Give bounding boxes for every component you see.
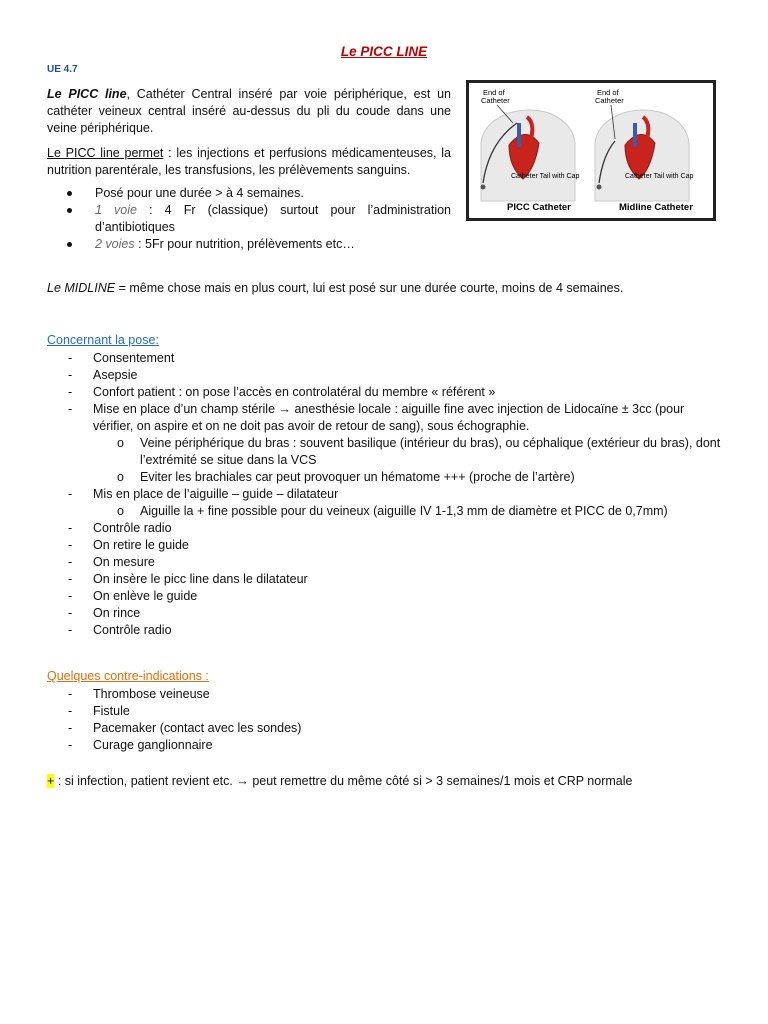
right-end-label: End of (597, 88, 619, 97)
list-item-text: Mis en place de l’aiguille – guide – dilatateur (93, 487, 339, 501)
catheter-diagram (469, 83, 713, 218)
midline-text: = même chose mais en plus court, lui est posé sur une durée courte, moins de 4 semaines. (115, 281, 624, 295)
contra-heading: Quelques contre-indications : (47, 669, 209, 683)
list-item-text: On enlève le guide (93, 589, 198, 603)
picc-definition (47, 86, 451, 137)
list-item-text: Asepsie (93, 368, 138, 382)
list-item-text: Contrôle radio (93, 521, 172, 535)
bullet-lead: 2 voies (95, 237, 135, 251)
dash-bullet-icon: - (68, 589, 73, 603)
picc-uses (47, 145, 451, 179)
list-item (47, 520, 727, 537)
picc-definition-text: , Cathéter Central inséré par voie périphérique, est un cathéter veineux central inséré au-dessus du pli du coude dans une veine périphérique. (47, 87, 451, 135)
list-item (47, 185, 451, 202)
list-item (47, 367, 727, 384)
list-item (47, 202, 451, 236)
list-item (47, 605, 727, 622)
dash-bullet-icon: - (68, 402, 73, 416)
list-item-text: Aiguille la + fine possible pour du veineux (aiguille IV 1-1,3 mm de diamètre et PICC de 0,7mm) (140, 504, 668, 518)
circle-bullet-icon: o (117, 504, 124, 518)
list-item-text: Thrombose veineuse (93, 687, 210, 701)
list-item-text: Mise en place d’un champ stérile → anesthésie locale : aiguille fine avec injection de Lidocaïne ± 3cc (pour vérifier, on aspire et on ne doit pas avoir de retour de sang), sous échographie. (93, 402, 685, 433)
bullet-text: : 5Fr pour nutrition, prélèvements etc… (134, 237, 355, 251)
circle-bullet-icon: o (117, 470, 124, 484)
right-caption: Midline Catheter (619, 202, 693, 213)
dash-bullet-icon: - (68, 351, 73, 365)
list-item (47, 486, 727, 503)
left-caption: PICC Catheter (507, 202, 571, 213)
pose-list (47, 350, 727, 639)
list-item (47, 571, 727, 588)
list-item (47, 537, 727, 554)
final-note (47, 773, 747, 790)
list-item (47, 686, 727, 703)
list-item-text: On rince (93, 606, 141, 620)
midline-term: Le MIDLINE (47, 281, 116, 295)
catheter-illustration (466, 80, 716, 221)
midline-torso (595, 110, 689, 201)
circle-bullet-icon: o (117, 436, 124, 450)
picc-uses-term: Le PICC line permet (47, 146, 164, 160)
list-item (47, 554, 727, 571)
picc-bullet-list (47, 185, 451, 253)
pose-heading: Concernant la pose: (47, 333, 159, 347)
dash-bullet-icon: - (68, 606, 73, 620)
list-item (47, 401, 727, 435)
bullet-lead: 1 voie (95, 203, 137, 217)
list-item-text: On mesure (93, 555, 155, 569)
dash-bullet-icon: - (68, 721, 73, 735)
sub-list-item (47, 435, 727, 469)
list-item (47, 720, 727, 737)
dash-bullet-icon: - (68, 555, 73, 569)
dash-bullet-icon: - (68, 521, 73, 535)
dash-bullet-icon: - (68, 487, 73, 501)
page-title: Le PICC LINE (340, 44, 428, 59)
bullet-icon (67, 208, 72, 213)
sub-list-item (47, 503, 727, 520)
list-item-text: Consentement (93, 351, 175, 365)
bullet-icon (67, 191, 72, 196)
picc-term: Le PICC line (47, 87, 127, 101)
left-tail-label: Catheter Tail with Cap (511, 173, 580, 180)
list-item-text: Contrôle radio (93, 623, 172, 637)
list-item (47, 622, 727, 639)
dash-bullet-icon: - (68, 538, 73, 552)
right-end-label-2: Catheter (595, 96, 624, 105)
list-item-text: Pacemaker (contact avec les sondes) (93, 721, 302, 735)
list-item-text: On retire le guide (93, 538, 189, 552)
list-item (47, 384, 727, 401)
contra-list (47, 686, 727, 754)
dash-bullet-icon: - (68, 572, 73, 586)
list-item-text: Fistule (93, 704, 130, 718)
dash-bullet-icon: - (68, 704, 73, 718)
dash-bullet-icon: - (68, 623, 73, 637)
list-item (47, 350, 727, 367)
intro-section (47, 86, 451, 253)
left-end-label-2: Catheter (481, 96, 510, 105)
midline-definition (47, 280, 727, 297)
highlight-mark: + (47, 774, 55, 788)
list-item (47, 737, 727, 754)
right-tail-label: Catheter Tail with Cap (625, 173, 694, 180)
bullet-text: : 4 Fr (classique) surtout pour l’administration d’antibiotiques (95, 203, 452, 234)
dash-bullet-icon: - (68, 687, 73, 701)
list-item-text: Eviter les brachiales car peut provoquer un hématome +++ (proche de l’artère) (140, 470, 575, 484)
sub-list-item (47, 469, 727, 486)
list-item-text: Confort patient : on pose l’accès en controlatéral du membre « référent » (93, 385, 496, 399)
course-code: UE 4.7 (47, 64, 78, 75)
picc-torso (481, 110, 576, 201)
bullet-text: Posé pour une durée > à 4 semaines. (95, 186, 304, 200)
list-item-text: Veine périphérique du bras : souvent basilique (intérieur du bras), ou céphalique (extérieur du bras), dont l’extrémité se situe dans la VCS (140, 436, 721, 467)
left-end-label: End of (483, 88, 505, 97)
dash-bullet-icon: - (68, 368, 73, 382)
bullet-icon (67, 242, 72, 247)
dash-bullet-icon: - (68, 738, 73, 752)
list-item (47, 588, 727, 605)
picc-uses-text: : les injections et perfusions médicamenteuses, la nutrition parentérale, les transfusions, les prélèvements sanguins. (47, 146, 451, 177)
list-item (47, 236, 451, 253)
list-item (47, 703, 727, 720)
dash-bullet-icon: - (68, 385, 73, 399)
list-item-text: On insère le picc line dans le dilatateur (93, 572, 308, 586)
list-item-text: Curage ganglionnaire (93, 738, 213, 752)
final-note-text: : si infection, patient revient etc. → peut remettre du même côté si > 3 semaines/1 mois et CRP normale (54, 774, 633, 788)
